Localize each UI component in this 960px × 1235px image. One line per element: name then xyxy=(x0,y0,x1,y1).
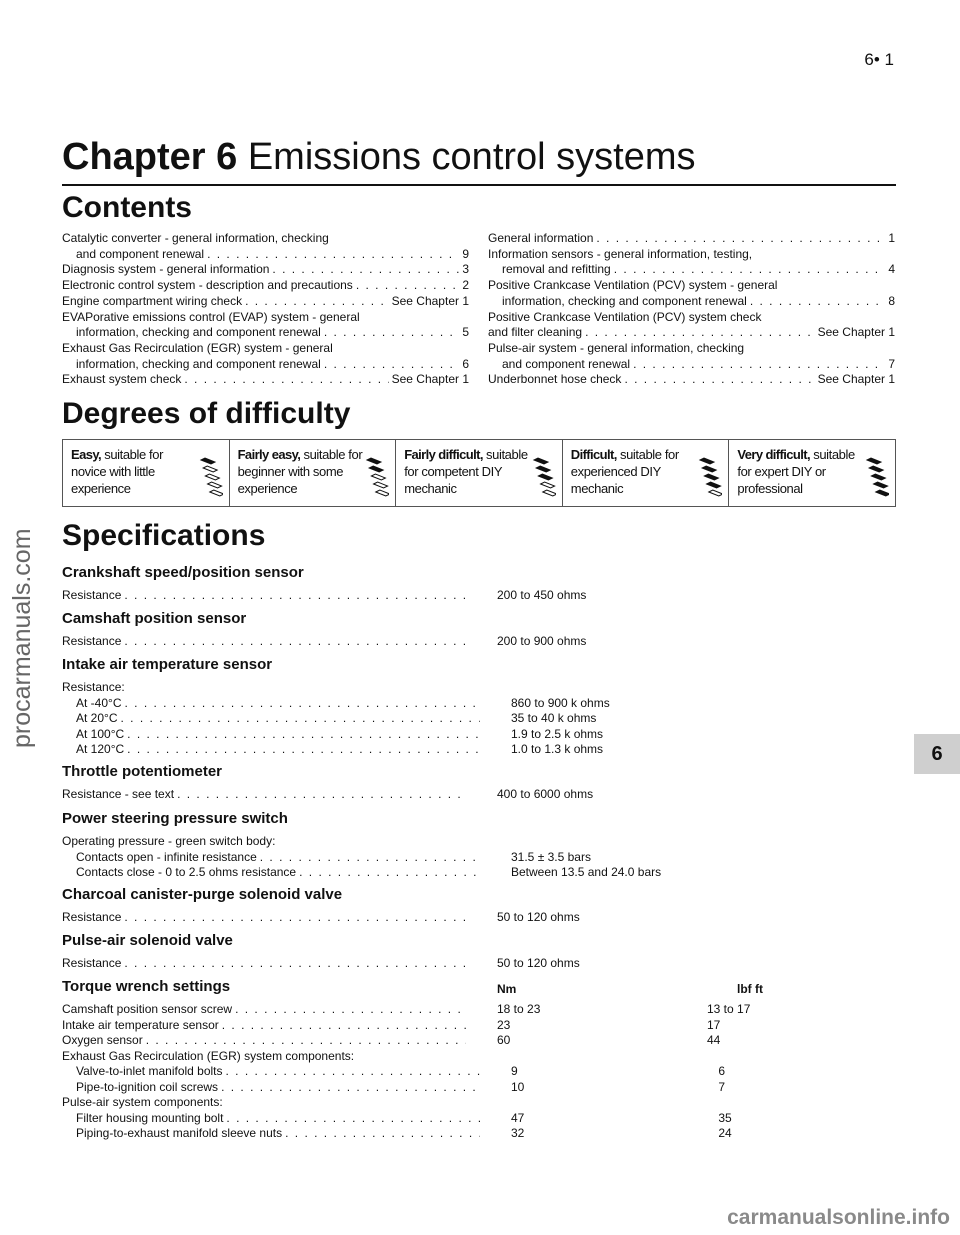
contents-entry-ref: 3 xyxy=(462,262,469,277)
torque-row xyxy=(62,1018,896,1034)
dot-leader xyxy=(226,1064,480,1080)
torque-label: Valve-to-inlet manifold bolts xyxy=(76,1064,223,1078)
spanner-icon xyxy=(363,448,389,502)
spanner-icon xyxy=(696,448,722,502)
difficulty-text: suitable for competent DIY mechanic xyxy=(404,447,528,496)
contents-entry-last xyxy=(62,325,469,341)
spec-value: 31.5 ± 3.5 bars xyxy=(511,849,591,864)
contents-entry-last xyxy=(488,357,895,373)
torque-section xyxy=(62,978,896,1142)
spec-row xyxy=(62,634,896,650)
dot-leader xyxy=(222,1018,466,1034)
spec-section-title: Intake air temperature sensor xyxy=(62,656,273,673)
dot-leader xyxy=(177,787,466,803)
spec-row xyxy=(62,696,896,712)
page-number: 6• 1 xyxy=(864,50,894,69)
difficulty-level xyxy=(63,440,230,506)
chapter-tab: 6 xyxy=(914,734,960,774)
spec-label: At 20°C xyxy=(76,711,118,725)
spec-value: 1.0 to 1.3 k ohms xyxy=(511,742,604,756)
spec-label-wrap xyxy=(62,956,470,972)
contents-entry-line: Positive Crankcase Ventilation (PCV) system check xyxy=(488,309,762,324)
spec-value: 200 to 450 ohms xyxy=(497,588,587,602)
torque-label-wrap xyxy=(62,1002,470,1018)
contents-entry-ref: See Chapter 1 xyxy=(391,293,469,308)
difficulty-description xyxy=(404,446,532,497)
torque-label: Oxygen sensor xyxy=(62,1033,143,1047)
spec-section-title: Throttle potentiometer xyxy=(62,763,222,780)
torque-label: Exhaust Gas Recirculation (EGR) system components: xyxy=(62,1048,355,1063)
contents-entry-title: and component renewal xyxy=(76,246,205,261)
dot-leader xyxy=(260,850,480,866)
contents-entry xyxy=(62,262,469,278)
torque-col-lbf: lbf ft xyxy=(737,982,763,996)
spec-label-wrap xyxy=(62,910,470,926)
difficulty-heading: Degrees of difficulty xyxy=(62,397,351,430)
spec-row xyxy=(62,850,896,866)
torque-label-wrap xyxy=(62,1111,484,1127)
spec-value xyxy=(497,680,707,696)
spec-label-wrap xyxy=(62,865,484,881)
difficulty-text: suitable for beginner with some experience xyxy=(237,447,363,496)
torque-label-wrap xyxy=(62,1033,470,1049)
spec-label: Resistance: xyxy=(62,680,125,694)
contents-entry xyxy=(488,231,895,247)
contents-heading: Contents xyxy=(62,191,192,224)
dot-leader xyxy=(124,588,466,604)
side-watermark: procarmanuals.com xyxy=(8,528,36,748)
difficulty-level xyxy=(729,440,895,506)
contents-entry-title: General information xyxy=(488,231,594,245)
contents-entry-title: Engine compartment wiring check xyxy=(62,293,243,308)
torque-label: Filter housing mounting bolt xyxy=(76,1110,224,1125)
contents-entry-title: and filter cleaning xyxy=(488,325,583,340)
difficulty-name: Fairly difficult, xyxy=(404,447,483,462)
dot-leader xyxy=(585,325,815,341)
dot-leader xyxy=(299,865,480,881)
dot-leader xyxy=(221,1080,480,1096)
difficulty-text: suitable for experienced DIY mechanic xyxy=(570,447,679,496)
contents-entry xyxy=(488,310,895,341)
difficulty-level xyxy=(563,440,730,506)
contents-entry-ref: 1 xyxy=(888,231,895,245)
dot-leader xyxy=(596,231,885,247)
spec-label-wrap xyxy=(62,680,470,696)
spec-value: Between 13.5 and 24.0 bars xyxy=(511,865,662,879)
spec-label: At -40°C xyxy=(76,695,122,710)
spec-section xyxy=(62,810,896,881)
contents-entry-ref: See Chapter 1 xyxy=(817,325,895,340)
torque-row xyxy=(62,1095,896,1111)
torque-label-wrap xyxy=(62,1080,484,1096)
dot-leader xyxy=(624,372,814,388)
contents-entry xyxy=(62,231,469,262)
bottom-watermark: carmanualsonline.info xyxy=(727,1206,950,1229)
spanner-icon xyxy=(197,448,223,502)
contents-entry xyxy=(488,372,895,388)
dot-leader xyxy=(356,278,460,294)
spec-row xyxy=(62,956,896,972)
dot-leader xyxy=(272,262,459,278)
torque-col-nm: Nm xyxy=(497,982,517,996)
dot-leader xyxy=(124,956,466,972)
spec-label-wrap xyxy=(62,696,484,712)
dot-leader xyxy=(614,262,886,278)
spec-section xyxy=(62,610,896,650)
contents-entry-last xyxy=(62,262,469,278)
dot-leader xyxy=(124,910,466,926)
dot-leader xyxy=(184,372,388,388)
torque-nm: 60 xyxy=(497,1033,511,1047)
spec-label-wrap xyxy=(62,834,470,850)
spanner-icon xyxy=(530,448,556,502)
torque-label: Pipe-to-ignition coil screws xyxy=(76,1079,219,1094)
contents-entry xyxy=(62,310,469,341)
spec-section xyxy=(62,656,896,758)
torque-nm: 47 xyxy=(511,1110,525,1125)
difficulty-description xyxy=(71,446,199,497)
contents-entry-last xyxy=(488,294,895,310)
torque-lbf: 44 xyxy=(707,1033,721,1047)
difficulty-text: suitable for novice with little experience xyxy=(71,447,164,496)
spec-row xyxy=(62,588,896,604)
spec-row xyxy=(62,711,896,727)
contents-entry-title: Underbonnet hose check xyxy=(488,372,622,387)
torque-nm: 9 xyxy=(511,1064,518,1078)
contents-entry-line: Pulse-air system - general information, checking xyxy=(488,340,745,355)
spec-value: 50 to 120 ohms xyxy=(497,910,580,924)
torque-nm xyxy=(497,1049,707,1065)
contents-entry xyxy=(488,341,895,372)
spec-row xyxy=(62,910,896,926)
torque-nm: 32 xyxy=(511,1126,525,1140)
torque-label-wrap xyxy=(62,1064,484,1080)
spec-value: 35 to 40 k ohms xyxy=(511,711,597,725)
torque-lbf: 24 xyxy=(718,1126,732,1140)
contents-left-column xyxy=(62,231,469,388)
spec-section-title: Camshaft position sensor xyxy=(62,610,247,627)
contents-entry-title: Electronic control system - description and precautions xyxy=(62,278,353,293)
spec-section xyxy=(62,564,896,604)
torque-label: Pulse-air system components: xyxy=(62,1095,223,1109)
contents-entry-title: Diagnosis system - general information xyxy=(62,262,270,277)
dot-leader xyxy=(633,357,885,373)
spec-label: Contacts open - infinite resistance xyxy=(76,849,257,864)
spec-row xyxy=(62,742,896,758)
contents-entry-line: EVAPorative emissions control (EVAP) system - general xyxy=(62,309,360,324)
torque-lbf xyxy=(707,1049,887,1065)
contents-entry-line: Catalytic converter - general information, checking xyxy=(62,231,329,245)
torque-nm: 10 xyxy=(511,1079,525,1094)
torque-row xyxy=(62,1111,896,1127)
torque-nm: 23 xyxy=(497,1017,511,1032)
torque-lbf xyxy=(707,1095,887,1111)
contents-entry-line: Exhaust Gas Recirculation (EGR) system - general xyxy=(62,340,333,355)
torque-label-wrap xyxy=(62,1095,470,1111)
contents-entry-ref: 4 xyxy=(888,262,895,277)
spec-value: 860 to 900 k ohms xyxy=(511,695,610,710)
torque-lbf: 7 xyxy=(718,1079,725,1094)
spec-row xyxy=(62,834,896,850)
contents-entry xyxy=(488,247,895,278)
contents-entry-title: information, checking and component renewal xyxy=(502,293,747,308)
contents-entry-ref: 7 xyxy=(888,356,895,371)
spec-label: At 120°C xyxy=(76,742,125,756)
spec-label-wrap xyxy=(62,727,484,743)
contents-entry-last xyxy=(488,262,895,278)
contents-entry-ref: 5 xyxy=(462,325,469,340)
contents-right-column xyxy=(488,231,895,388)
spec-label: Resistance xyxy=(62,634,122,648)
contents-entry-last xyxy=(488,325,895,341)
difficulty-name: Easy, xyxy=(71,447,102,462)
spec-label-wrap xyxy=(62,787,470,803)
spec-label-wrap xyxy=(62,711,484,727)
dot-leader xyxy=(245,294,389,310)
contents-entry-ref: See Chapter 1 xyxy=(817,372,895,387)
dot-leader xyxy=(207,247,459,263)
contents-entry-ref: 9 xyxy=(462,246,469,261)
spec-label: At 100°C xyxy=(76,726,125,741)
contents-entry xyxy=(62,372,469,388)
torque-nm: 18 to 23 xyxy=(497,1002,541,1016)
torque-label: Camshaft position sensor screw xyxy=(62,1002,233,1016)
torque-row xyxy=(62,1064,896,1080)
contents-entry-last xyxy=(62,247,469,263)
contents-entry xyxy=(488,278,895,309)
contents-entry-ref: 8 xyxy=(888,293,895,308)
spec-value: 200 to 900 ohms xyxy=(497,634,587,648)
contents-entry-title: removal and refitting xyxy=(502,262,611,277)
contents-entry-ref: 2 xyxy=(462,278,469,293)
torque-lbf: 6 xyxy=(718,1064,725,1078)
contents-entry-last xyxy=(62,372,469,388)
dot-leader xyxy=(285,1126,480,1142)
difficulty-level xyxy=(396,440,563,506)
spec-value xyxy=(497,834,707,850)
torque-lbf: 17 xyxy=(707,1017,721,1032)
dot-leader xyxy=(235,1002,466,1018)
dot-leader xyxy=(127,742,480,758)
spec-label-wrap xyxy=(62,634,470,650)
contents-entry-last xyxy=(62,294,469,310)
torque-nm xyxy=(497,1095,707,1111)
spec-value: 1.9 to 2.5 k ohms xyxy=(511,726,604,741)
difficulty-description xyxy=(571,446,699,497)
contents-entry xyxy=(62,278,469,294)
spec-section xyxy=(62,932,896,972)
spec-row xyxy=(62,865,896,881)
dot-leader xyxy=(120,711,480,727)
chapter-name: Emissions control systems xyxy=(237,136,696,178)
contents-entry-line: Information sensors - general information, testing, xyxy=(488,246,753,261)
spec-row xyxy=(62,727,896,743)
torque-label-wrap xyxy=(62,1126,484,1142)
difficulty-name: Difficult, xyxy=(570,447,617,462)
spec-section-title: Pulse-air solenoid valve xyxy=(62,932,233,949)
spec-label-wrap xyxy=(62,588,470,604)
contents-entry-last xyxy=(62,278,469,294)
torque-title: Torque wrench settings xyxy=(62,978,231,995)
specifications-heading: Specifications xyxy=(62,519,266,552)
torque-row xyxy=(62,1049,896,1065)
torque-label-wrap xyxy=(62,1018,470,1034)
spec-section-title: Power steering pressure switch xyxy=(62,810,288,827)
spec-row xyxy=(62,787,896,803)
dot-leader xyxy=(146,1033,466,1049)
spec-section-title: Charcoal canister-purge solenoid valve xyxy=(62,886,343,903)
torque-lbf: 35 xyxy=(718,1110,732,1125)
spec-label: Resistance xyxy=(62,910,122,924)
spec-label: Operating pressure - green switch body: xyxy=(62,834,276,848)
spec-label-wrap xyxy=(62,742,484,758)
contents-entry-title: Exhaust system check xyxy=(62,372,182,387)
contents-entry-last xyxy=(488,231,895,247)
contents-entry-title: and component renewal xyxy=(502,356,631,371)
spec-section xyxy=(62,763,896,803)
spec-section-title: Crankshaft speed/position sensor xyxy=(62,564,304,581)
difficulty-description xyxy=(737,446,865,497)
difficulty-text: suitable for expert DIY or professional xyxy=(737,447,855,496)
torque-row xyxy=(62,1126,896,1142)
difficulty-name: Very difficult, xyxy=(737,447,811,462)
torque-label-wrap xyxy=(62,1049,470,1065)
contents-entry-title: information, checking and component renewal xyxy=(76,325,321,340)
spec-label: Resistance xyxy=(62,588,122,602)
torque-label: Intake air temperature sensor xyxy=(62,1017,219,1032)
dot-leader xyxy=(324,325,460,341)
contents-entry-line: Positive Crankcase Ventilation (PCV) system - general xyxy=(488,278,778,293)
spec-row xyxy=(62,680,896,696)
dot-leader xyxy=(750,294,886,310)
spec-label: Contacts close - 0 to 2.5 ohms resistance xyxy=(76,865,297,879)
spec-value: 50 to 120 ohms xyxy=(497,956,580,970)
torque-label: Piping-to-exhaust manifold sleeve nuts xyxy=(76,1126,283,1140)
difficulty-level xyxy=(230,440,397,506)
contents-entry-ref: 6 xyxy=(462,356,469,371)
contents-entry xyxy=(62,341,469,372)
difficulty-description xyxy=(238,446,366,497)
spanner-icon xyxy=(863,448,889,502)
dot-leader xyxy=(124,696,480,712)
difficulty-name: Fairly easy, xyxy=(237,447,301,462)
dot-leader xyxy=(127,727,480,743)
spec-label-wrap xyxy=(62,850,484,866)
spec-label: Resistance - see text xyxy=(62,787,175,801)
contents-entry-title: information, checking and component renewal xyxy=(76,356,321,371)
torque-row xyxy=(62,1033,896,1049)
dot-leader xyxy=(124,634,466,650)
chapter-number: Chapter 6 xyxy=(62,136,238,178)
contents-entry-last xyxy=(62,357,469,373)
spec-value: 400 to 6000 ohms xyxy=(497,787,594,801)
contents-entry-ref: See Chapter 1 xyxy=(391,372,469,387)
difficulty-scale xyxy=(62,439,896,507)
chapter-title xyxy=(62,134,896,186)
torque-row xyxy=(62,1080,896,1096)
contents-entry-last xyxy=(488,372,895,388)
torque-lbf: 13 to 17 xyxy=(707,1002,751,1016)
torque-row xyxy=(62,1002,896,1018)
contents-entry xyxy=(62,294,469,310)
spec-label: Resistance xyxy=(62,956,122,970)
dot-leader xyxy=(324,357,460,373)
dot-leader xyxy=(226,1111,480,1127)
spec-section xyxy=(62,886,896,926)
